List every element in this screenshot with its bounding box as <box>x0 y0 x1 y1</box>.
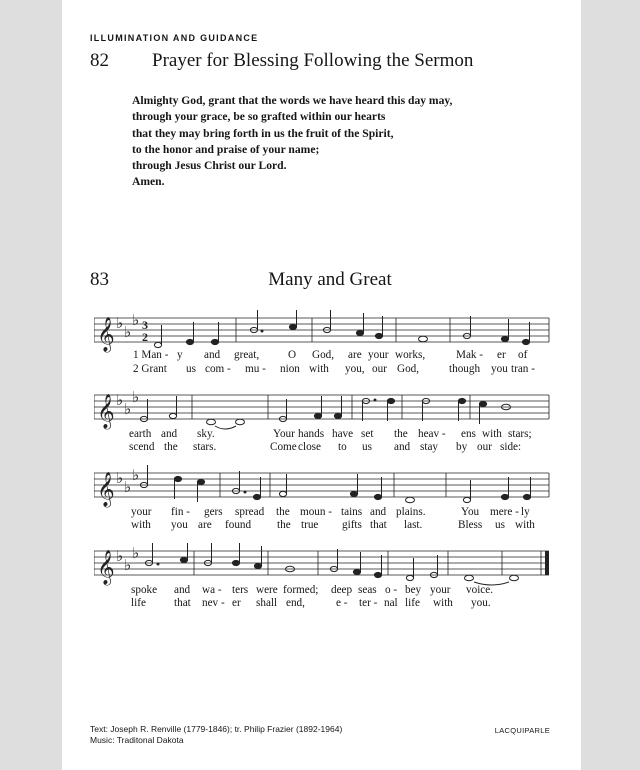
note <box>174 476 181 481</box>
lyric-syllable: hands <box>298 428 325 440</box>
lyric-syllable: heav - <box>418 428 446 440</box>
note <box>253 494 260 499</box>
lyric-syllable: your <box>430 584 451 596</box>
note <box>523 494 530 499</box>
prayer-title: Prayer for Blessing Following the Sermon <box>152 50 474 71</box>
lyric-syllable: you. <box>471 597 491 609</box>
lyric-syllable: that <box>174 597 191 609</box>
lyric-syllable: life <box>405 597 420 609</box>
lyric-syllable: God, <box>397 363 420 375</box>
lyric-syllable: mu - <box>245 363 266 375</box>
lyric-syllable: are <box>348 349 362 361</box>
lyric-syllable: the <box>394 428 408 440</box>
lyric-syllable: spoke <box>131 584 158 596</box>
treble-clef-icon: 𝄞 <box>97 317 115 352</box>
note <box>479 401 486 406</box>
lyric-syllable: to <box>338 441 347 453</box>
lyric-syllable: ters <box>232 584 249 596</box>
note <box>254 563 261 568</box>
note <box>334 413 341 418</box>
note <box>458 398 465 403</box>
lyric-syllable: stay <box>420 441 439 453</box>
lyric-syllable: ly <box>521 506 530 518</box>
lyric-syllable: your <box>368 349 389 361</box>
dot <box>261 330 263 332</box>
lyric-syllable: found <box>225 519 252 531</box>
prayer-number: 82 <box>90 50 109 71</box>
lyric-syllable: e - <box>336 597 348 609</box>
lyric-syllable: with <box>482 428 502 440</box>
time-signature-top: 3 <box>142 318 148 332</box>
lyric-syllable: last. <box>404 519 423 531</box>
lyric-syllable: our <box>372 363 387 375</box>
dot <box>374 399 376 401</box>
lyric-syllable: Mak - <box>456 349 484 361</box>
prayer-text <box>132 93 452 191</box>
note <box>289 324 296 329</box>
lyric-syllable: y <box>177 349 183 361</box>
flat-icon: ♭ <box>116 547 124 565</box>
final-barline <box>545 551 549 575</box>
lyric-syllable: com - <box>205 363 231 375</box>
lyric-syllable: works, <box>395 349 426 361</box>
lyric-syllable: deep <box>331 584 353 596</box>
prayer-line: Almighty God, grant that the words we have heard this day may, <box>132 94 453 107</box>
lyric-syllable: with <box>433 597 453 609</box>
flat-icon: ♭ <box>132 466 140 484</box>
lyric-syllable: true <box>301 519 319 531</box>
music-credit: Music: Traditonal Dakota <box>90 735 184 745</box>
lyric-syllable: set <box>361 428 374 440</box>
lyric-syllable: were <box>256 584 278 596</box>
lyric-syllable: gers <box>204 506 223 518</box>
lyric-syllable: O <box>288 349 297 361</box>
lyric-syllable: stars; <box>508 428 532 440</box>
lyric-syllable: and <box>161 428 178 440</box>
lyric-syllable: of <box>518 349 528 361</box>
treble-clef-icon: 𝄞 <box>97 472 115 507</box>
note <box>510 575 519 581</box>
lyric-syllable: end, <box>286 597 305 609</box>
credits <box>90 724 342 746</box>
lyric-syllable: the <box>164 441 178 453</box>
lyric-syllable: close <box>298 441 321 453</box>
note <box>463 497 470 502</box>
note <box>154 342 161 347</box>
flat-icon: ♭ <box>124 323 132 341</box>
note <box>375 333 382 338</box>
lyric-syllable: by <box>456 441 468 453</box>
note <box>374 494 381 499</box>
note <box>180 557 187 562</box>
note <box>186 339 193 344</box>
flat-icon: ♭ <box>132 311 140 329</box>
lyric-syllable: ens <box>461 428 476 440</box>
note <box>236 419 245 425</box>
lyric-syllable: and <box>394 441 411 453</box>
note <box>406 575 413 580</box>
lyric-syllable: er <box>497 349 506 361</box>
prayer-line: to the honor and praise of your name; <box>132 142 320 156</box>
text-credit: Text: Joseph R. Renville (1779-1846); tr. Philip Frazier (1892-1964) <box>90 724 343 734</box>
lyric-syllable: with <box>131 519 151 531</box>
lyric-syllable: shall <box>256 597 278 609</box>
tune-name: LACQUIPARLE <box>494 726 550 735</box>
note <box>314 413 321 418</box>
lyric-syllable: the <box>276 506 290 518</box>
lyric-syllable: You <box>461 506 480 518</box>
tie <box>215 426 236 429</box>
hymn-number: 83 <box>90 269 109 290</box>
lyric-syllable: voice. <box>466 584 494 596</box>
lyric-syllable: you <box>491 363 508 375</box>
lyric-syllable: us <box>495 519 505 531</box>
note <box>406 497 415 503</box>
lyric-syllable: side: <box>500 441 522 453</box>
lyric-syllable: tran - <box>511 363 535 375</box>
lyric-syllable: seas <box>358 584 377 596</box>
lyric-syllable: and <box>204 349 221 361</box>
lyric-syllable: formed; <box>283 584 319 596</box>
flat-icon: ♭ <box>124 400 132 418</box>
lyric-syllable: nal <box>384 597 398 609</box>
lyric-syllable: us <box>186 363 196 375</box>
lyric-syllable: your <box>131 506 152 518</box>
lyric-syllable: scend <box>129 441 155 453</box>
lyric-syllable: Come <box>270 441 297 453</box>
flat-icon: ♭ <box>116 314 124 332</box>
note <box>197 479 204 484</box>
flat-icon: ♭ <box>132 388 140 406</box>
lyric-syllable: mere - <box>490 506 519 518</box>
note <box>356 330 363 335</box>
lyric-syllable: 1 Man - <box>133 349 169 361</box>
lyric-syllable: you, <box>345 363 365 375</box>
note <box>501 494 508 499</box>
prayer-line: through Jesus Christ our Lord. <box>132 159 287 173</box>
note <box>465 575 474 581</box>
lyric-syllable: 2 Grant <box>133 363 167 375</box>
lyric-syllable: tains <box>341 506 363 518</box>
flat-icon: ♭ <box>132 544 140 562</box>
lyric-syllable: with <box>515 519 535 531</box>
lyric-syllable: wa - <box>202 584 222 596</box>
lyric-syllable: o - <box>385 584 398 596</box>
lyric-syllable: spread <box>235 506 265 518</box>
lyric-syllable: us <box>362 441 372 453</box>
flat-icon: ♭ <box>116 469 124 487</box>
note <box>350 491 357 496</box>
note <box>501 336 508 341</box>
lyric-syllable: great, <box>234 349 260 361</box>
lyric-syllable: and <box>370 506 387 518</box>
dot <box>244 491 246 493</box>
lyric-syllable: earth <box>129 428 152 440</box>
prayer-line: through your grace, be so grafted within our hearts <box>132 110 386 124</box>
lyric-syllable: Your <box>273 428 295 440</box>
note <box>522 339 529 344</box>
lyric-syllable: bey <box>405 584 422 596</box>
lyric-syllable: nion <box>280 363 300 375</box>
lyric-syllable: er <box>232 597 241 609</box>
note <box>169 413 176 418</box>
time-signature-bottom: 2 <box>142 330 148 344</box>
lyric-syllable: though <box>449 363 481 375</box>
note <box>211 339 218 344</box>
section-heading: ILLUMINATION AND GUIDANCE <box>90 33 259 43</box>
lyric-syllable: stars. <box>193 441 217 453</box>
treble-clef-icon: 𝄞 <box>97 394 115 429</box>
dot <box>157 563 159 565</box>
lyric-syllable: the <box>277 519 291 531</box>
lyric-syllable: sky. <box>197 428 215 440</box>
lyric-syllable: Bless <box>458 519 483 531</box>
prayer-amen: Amen. <box>132 175 165 189</box>
lyric-syllable: God, <box>312 349 335 361</box>
treble-clef-icon: 𝄞 <box>97 550 115 585</box>
lyric-syllable: ter - <box>359 597 378 609</box>
lyric-syllable: nev - <box>202 597 225 609</box>
lyric-syllable: gifts <box>342 519 362 531</box>
flat-icon: ♭ <box>124 556 132 574</box>
lyric-syllable: that <box>370 519 387 531</box>
note <box>374 572 381 577</box>
note <box>419 336 428 342</box>
lyric-syllable: you <box>171 519 188 531</box>
lyric-syllable: moun - <box>300 506 333 518</box>
lyric-syllable: with <box>309 363 329 375</box>
lyric-syllable: our <box>477 441 492 453</box>
flat-icon: ♭ <box>124 478 132 496</box>
flat-icon: ♭ <box>116 391 124 409</box>
lyric-syllable: and <box>174 584 191 596</box>
hymn-title: Many and Great <box>268 269 392 290</box>
note <box>353 569 360 574</box>
lyric-syllable: plains. <box>396 506 426 518</box>
lyric-syllable: life <box>131 597 146 609</box>
lyric-syllable: have <box>332 428 354 440</box>
note <box>387 398 394 403</box>
note <box>232 560 239 565</box>
note <box>279 491 286 496</box>
note <box>207 419 216 425</box>
lyric-syllable: are <box>198 519 212 531</box>
lyric-syllable: fin - <box>171 506 190 518</box>
prayer-line: that they may bring forth in us the fruit of the Spirit, <box>132 126 394 140</box>
